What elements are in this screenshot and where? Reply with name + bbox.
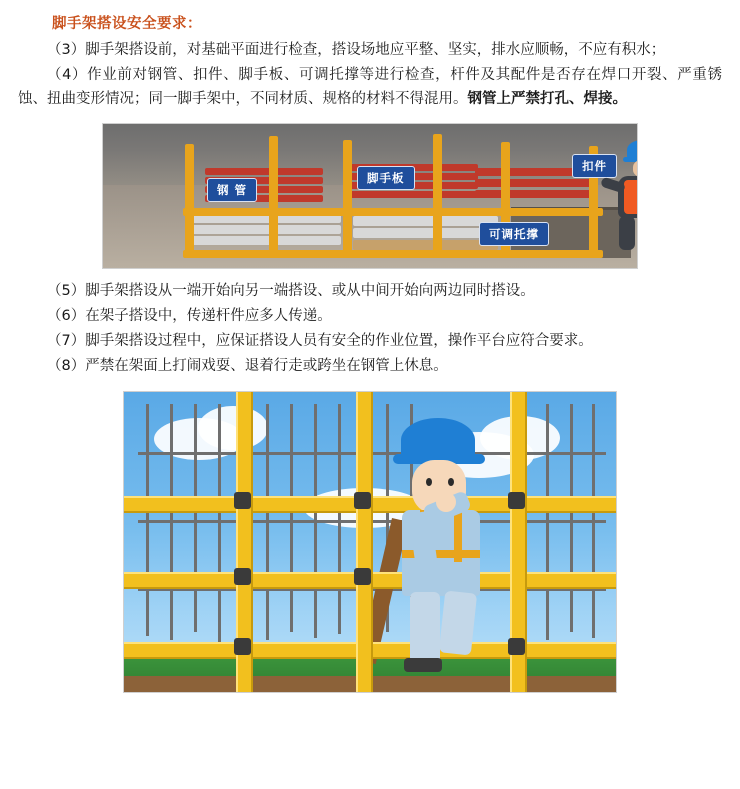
list-item-6: （6）在架子搭设中，传递杆件应多人传递。	[47, 308, 332, 325]
paragraph-4-text: （4）作业前对钢管、扣件、脚手板、可调托撑等进行检查，杆件及其配件是否存在焊口开裂、严重锈蚀、扭曲变形情况；同一脚手架中，不同材质、规格的材料不得混用。	[18, 67, 722, 107]
tag-coupler: 扣件	[572, 154, 617, 178]
figure-scaffold-materials	[102, 123, 638, 269]
fig2-worker-leg	[410, 592, 440, 664]
fig1-steel-pipe-stack	[191, 236, 341, 245]
fig1-red-pipe	[348, 191, 478, 198]
list-item-8: （8）严禁在架面上打闹戏耍、退着行走或跨坐在钢管上休息。	[47, 358, 448, 375]
paragraph-3: （3）脚手架搭设前，对基础平面进行检查，搭设场地应平整、坚实，排水应顺畅，不应有积水；	[47, 42, 666, 58]
page-title: 脚手架搭设安全要求：	[52, 16, 202, 32]
fig1-yellow-post	[269, 136, 278, 254]
fig1-worker-vest	[624, 180, 638, 214]
fig2-rebar	[194, 404, 197, 632]
paragraph-4-bold-tail: 钢管上严禁打孔、焊接。	[467, 90, 627, 107]
fig2-coupler	[234, 492, 251, 509]
fig2-rebar	[218, 404, 221, 642]
fig2-rebar	[290, 404, 293, 632]
fig1-steel-pipe-stack	[191, 225, 341, 234]
fig2-worker-leg	[439, 591, 477, 656]
list-item-7: （7）脚手架搭设过程中，应保证搭设人员有安全的作业位置，操作平台应符合要求。	[47, 333, 593, 350]
fig1-board-stack	[353, 228, 498, 238]
fig2-coupler	[354, 492, 371, 509]
fig1-yellow-rail	[183, 208, 603, 216]
tag-adjustable-support: 可调托撑	[479, 222, 549, 246]
fig2-coupler	[234, 638, 251, 655]
fig2-cloud	[198, 406, 268, 450]
fig1-timber-stack	[353, 240, 498, 250]
fig1-worker-face	[633, 160, 638, 177]
fig2-coupler	[508, 638, 525, 655]
fig2-coupler	[354, 568, 371, 585]
fig2-coupler	[508, 492, 525, 509]
tag-steel-pipe: 钢 管	[207, 178, 257, 202]
fig1-red-pipe	[475, 190, 593, 198]
fig2-coupler	[234, 568, 251, 585]
fig2-rebar	[570, 404, 573, 632]
fig1-yellow-post	[343, 140, 352, 254]
figure-worker-on-scaffold	[123, 391, 617, 693]
fig2-rebar	[338, 404, 341, 634]
fig1-worker-leg	[619, 216, 635, 250]
fig1-yellow-post	[185, 144, 194, 254]
fig1-red-pipe	[475, 179, 593, 187]
fig2-yellow-standard	[356, 392, 373, 692]
fig1-yellow-rail	[183, 250, 603, 258]
paragraph-4	[18, 64, 722, 111]
fig1-red-pipe	[205, 168, 323, 175]
fig2-worker-shoe	[404, 658, 442, 672]
tag-scaffold-board: 脚手板	[357, 166, 415, 190]
fig1-yellow-post	[433, 134, 442, 254]
list-item-5: （5）脚手架搭设从一端开始向另一端搭设、或从中间开始向两边同时搭设。	[47, 283, 535, 300]
fig1-board-stack	[353, 216, 498, 226]
fig2-worker-harness-strap	[454, 510, 462, 562]
